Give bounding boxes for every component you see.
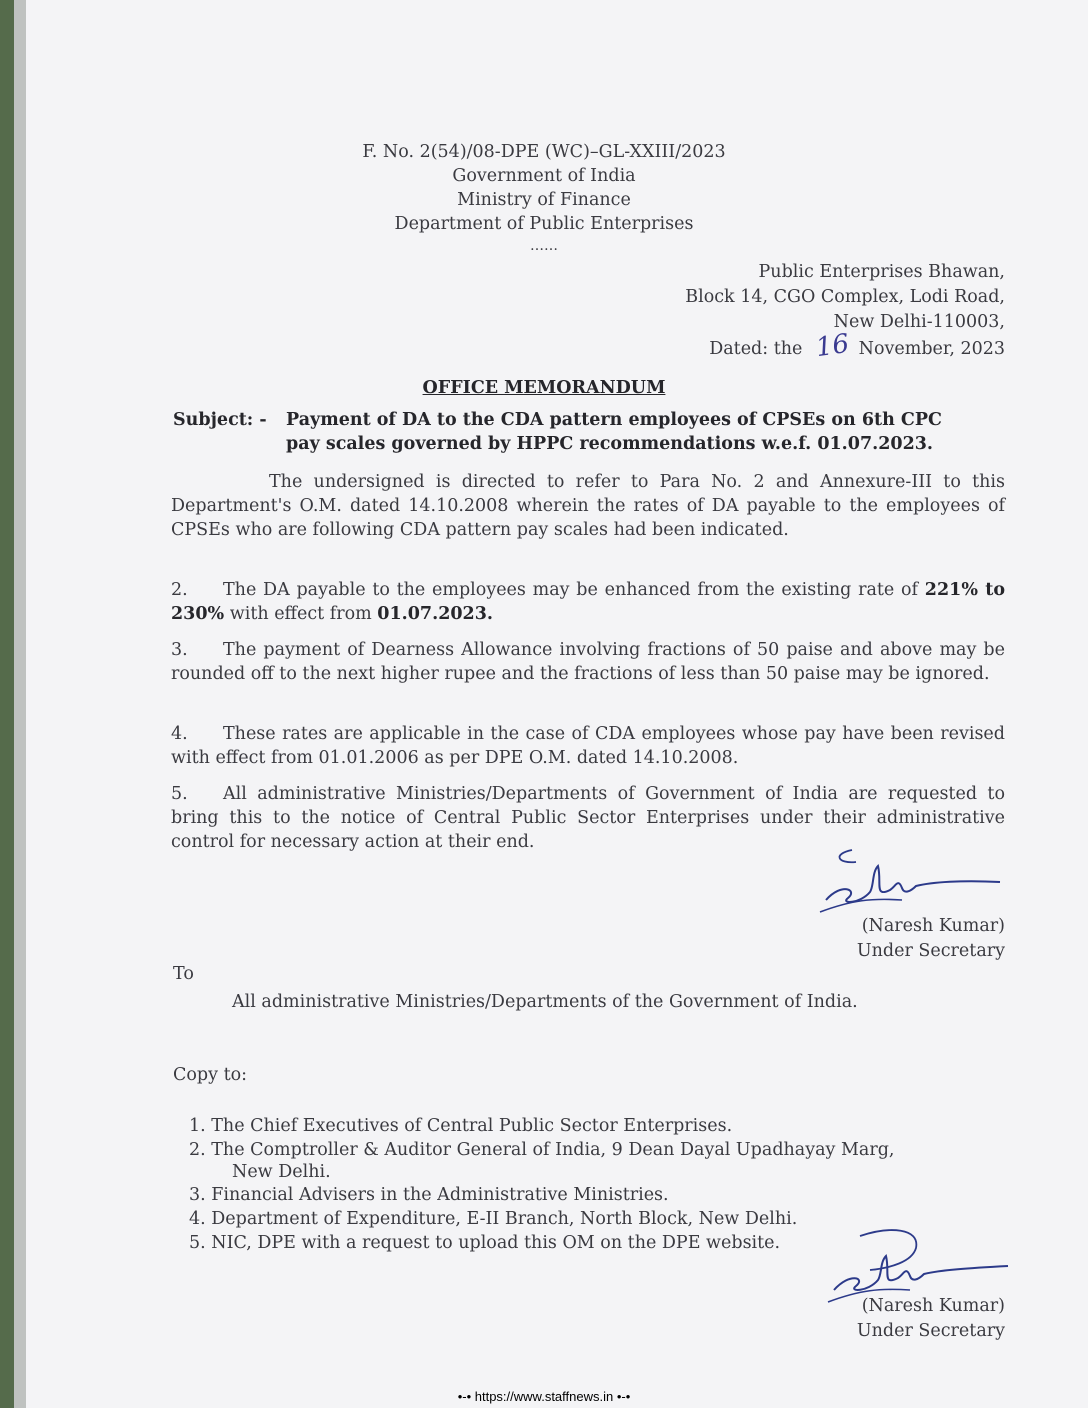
paragraph-3 xyxy=(171,638,1005,686)
paragraph-3-number: 3. xyxy=(171,640,188,660)
signatory-2-name: (Naresh Kumar) xyxy=(861,1296,1005,1316)
address-line-2: Block 14, CGO Complex, Lodi Road, xyxy=(685,287,1005,307)
subject-line-2: pay scales governed by HPPC recommendations w.e.f. 01.07.2023. xyxy=(286,434,934,454)
copy-item: 3. Financial Advisers in the Administrative Ministries. xyxy=(189,1185,669,1205)
paragraph-2-number: 2. xyxy=(171,580,188,600)
copy-item: 2. The Comptroller & Auditor General of India, 9 Dean Dayal Upadhayay Marg, xyxy=(189,1140,895,1160)
to-label: To xyxy=(173,964,194,984)
paragraph-2-text-b: with effect from xyxy=(229,604,372,624)
subject-line-1: Payment of DA to the CDA pattern employees of CPSEs on 6th CPC xyxy=(286,410,942,430)
address-line-1: Public Enterprises Bhawan, xyxy=(758,262,1005,282)
copy-item-continuation: New Delhi. xyxy=(232,1162,331,1182)
subject-label: Subject: - xyxy=(173,410,267,430)
signatory-1-designation: Under Secretary xyxy=(856,941,1005,961)
signature-1 xyxy=(812,842,1012,922)
paragraph-3-text: The payment of Dearness Allowance involving fractions of 50 paise and above may be rounded off to the next higher rupee and the fractions of less than 50 paise may be ignored. xyxy=(171,640,1005,684)
paragraph-5-number: 5. xyxy=(171,784,188,804)
signatory-2-designation: Under Secretary xyxy=(856,1321,1005,1341)
paragraph-4-text: These rates are applicable in the case of CDA employees whose pay have been revised with effect from 01.01.2006 as per DPE O.M. dated 14.10.2008. xyxy=(171,724,1005,768)
copy-to-label: Copy to: xyxy=(173,1065,248,1085)
paragraph-1: The undersigned is directed to refer to Para No. 2 and Annexure-III to this Department's O.M. dated 14.10.2008 wherein the rates of DA payable to the employees of CPSEs who are following CDA pattern pay scales had been indicated. xyxy=(171,472,1005,540)
paragraph-2-text-a: The DA payable to the employees may be enhanced from the existing rate of xyxy=(223,580,919,600)
signatory-1-name: (Naresh Kumar) xyxy=(861,916,1005,936)
copy-item: 5. NIC, DPE with a request to upload this OM on the DPE website. xyxy=(189,1233,781,1253)
government-line: Government of India xyxy=(452,166,636,186)
date-suffix: November, 2023 xyxy=(858,339,1005,359)
footer-watermark-link[interactable]: •-• https://www.staffnews.in •-• xyxy=(457,1389,631,1404)
ministry-line: Ministry of Finance xyxy=(457,190,631,210)
to-recipient: All administrative Ministries/Departments of the Government of India. xyxy=(232,992,858,1012)
date-line xyxy=(709,328,1005,364)
date-prefix: Dated: the xyxy=(709,339,803,359)
paragraph-2-date: 01.07.2023. xyxy=(377,604,493,624)
paragraph-5-text: All administrative Ministries/Departments of Government of India are requested to bring this to the notice of Central Public Sector Enterprises under their administrative control for necessary action at their end. xyxy=(171,784,1005,852)
file-number: F. No. 2(54)/08-DPE (WC)–GL-XXIII/2023 xyxy=(362,142,726,162)
copy-item: 1. The Chief Executives of Central Public Sector Enterprises. xyxy=(189,1116,733,1136)
memo-title: OFFICE MEMORANDUM xyxy=(422,378,666,398)
copy-item: 4. Department of Expenditure, E-II Branch, North Block, New Delhi. xyxy=(189,1209,798,1229)
date-day-handwritten: 16 xyxy=(814,328,851,364)
paragraph-4-number: 4. xyxy=(171,724,188,744)
paragraph-4 xyxy=(171,722,1005,770)
separator-dots: …… xyxy=(530,238,558,254)
paragraph-2 xyxy=(171,578,1005,626)
address-line-3: New Delhi-110003, xyxy=(833,312,1005,332)
paragraph-2-rate: 221% to 230% xyxy=(171,580,1005,624)
department-line: Department of Public Enterprises xyxy=(394,214,694,234)
